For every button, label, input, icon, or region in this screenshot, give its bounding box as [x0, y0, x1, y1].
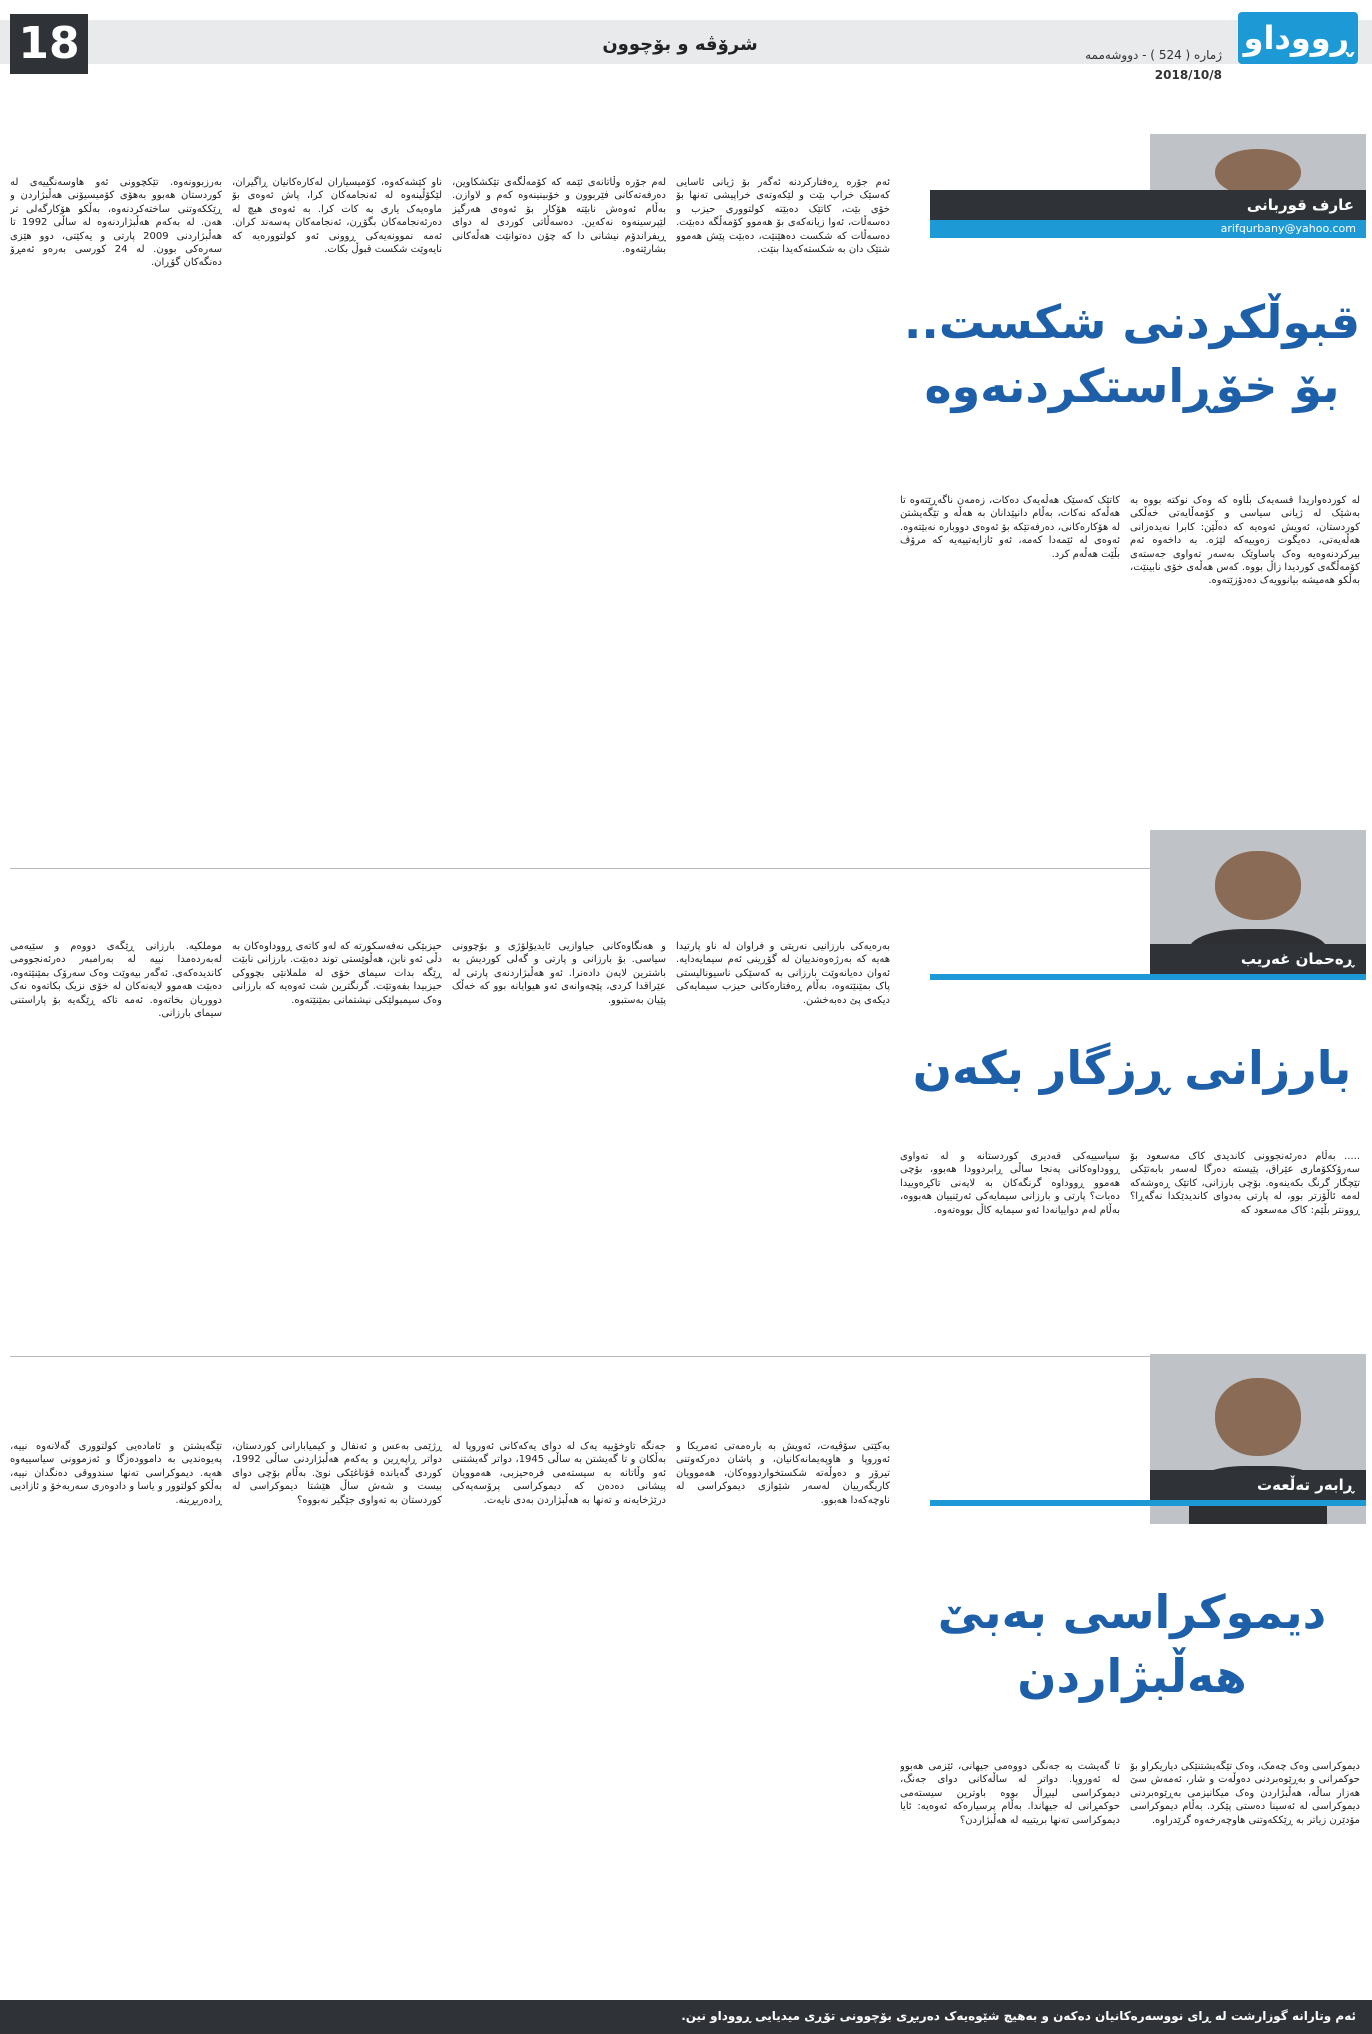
article-column: موملکیە. بارزانی ڕێگەی دووەم و سێیەمی لەبەردەمدا نییە لە بەرامبەر دەرئەنجوومی کاندیدەکەی. ئەگەر بیەوێت وەک سەرۆک بمێنێتەوە، دەبێت هەموو لایەنەکان لە خۆی نزیک بکاتەوە نەک دووریان بخاتەوە. ئەمە تاکە ڕێگەیە بۆ پاراستنی سیمای بارزانی. [10, 941, 222, 1020]
section-title: شرۆڤە و بۆچوون [602, 34, 758, 55]
article-column: و هەنگاوەکانی جیاوازیی ئایدیۆلۆژی و بۆچوونی سیاسی. بۆ بارزانی و پارتی و گەلی کوردیش بە باشترین لایەن دادەنرا. ئەو هەڵبژاردنەی پارتی لە عێراقدا کردی، پێچەوانەی ئەو هیوایانە بوو کە خەڵک پێیان بەستبوو. [452, 941, 666, 1006]
accent-rule [930, 1500, 1366, 1506]
article-column: لەم جۆرە وڵاتانەی ئێمە کە کۆمەڵگەی تێکشکاوین، دەرفەتەکانی فێربوون و خۆبینینەوە کەم و لاوازن. بەڵام ئەوەش نابێتە هۆکار بۆ ئەوەی هەرگیز لێپرسینەوە نەکەین. دەسەڵاتی کوردی لە دوای ڕیفراندۆم نیشانی دا کە چۆن دەتوانێت هەڵەکانی بشارێتەوە. [452, 177, 666, 256]
author-name: عارف قوربانی [930, 190, 1366, 220]
article-title: قبوڵکردنی شکست.. بۆ خۆڕاستکردنەوە [903, 295, 1361, 413]
author-email[interactable]: arifqurbany@yahoo.com [930, 220, 1366, 238]
photo-face [1215, 851, 1301, 920]
article-column: دیموکراسی وەک چەمک، وەک تێگەیشتنێکی دیاریکراو بۆ حوکمرانی و بەڕێوەبردنی دەوڵەت و شار، ئەمەش سێ هەزار ساڵە، هەڵبژاردن وەک میکانیزمی بەڕێوەبردنی دیموکراسی لە ئەسینا دەستی پێکرد. بەڵام دیموکراسی مۆدێرن زیاتر بە ڕێککەوتنی هاوچەرخەوە گرێدراوە. [1130, 1761, 1360, 1826]
rudaw-logo: ڕووداو [1238, 12, 1358, 64]
article-column: ڕژێمی بەعس و ئەنفال و کیمیابارانی کوردستان، دواتر ڕاپەڕین و یەکەم هەڵبژاردنی ساڵی 1992، کوردی گەیاندە قۆناغێکی نوێ. بەڵام بۆچی دوای بیست و شەش ساڵ هێشتا دیموکراسی لە کوردستان بە تەواوی جێگیر نەبووە؟ [232, 1441, 442, 1506]
article-column: ..... بەڵام دەرئەنجوونی کاندیدی کاک مەسعود بۆ سەرۆککۆماری عێراق، پێیستە دەرگا لەسەر بابەتێکی تێچگار گرنگ بکەینەوە. بۆچی بارزانی، کاتێک ڕەوشەکە لەمە ئاڵۆزتر بوو، لە پارتی بەدوای کاندیدێکدا نەگەڕا؟ ڕوونتر بڵێم: کاک مەسعود کە [1130, 1151, 1360, 1216]
author-name: ڕابەر تەڵعەت [1150, 1470, 1366, 1500]
article-column: لە کوردەواریدا قسەیەک بڵاوە کە وەک نوکتە بووە بە بەشێک لە ژیانی سیاسی و کۆمەڵایەتی خەڵکی کوردستان، ئەویش ئەوەیە کە دەڵێن: کابرا نەیدەزانی هەڵەیەتی، دەیگوت زەوییەکە لێژە. بە داخەوە ئەم بیرکردنەوەیە وەک پاساوێک بەسەر تەواوی جەستەی کۆمەڵگەی کوردیدا زاڵ بووە. کەس هەڵەی خۆی نابینێت، بەڵکو هەمیشە بیانوویەک دەدۆزێتەوە. [1130, 495, 1360, 587]
article-column: جەنگە تاوخۆییە یەک لە دوای یەکەکانی ئەوروپا لە بەڵکان و تا گەیشتن بە ساڵی 1945، دواتر گەیشتنی ئەو وڵاتانە بە سیستەمی فرەحیزبی، هەموویان پیشانی دەدەن کە دیموکراسی پرۆسەیەکی درێژخایەنە و تەنها بە هەڵبژاردن بەدی نایەت. [452, 1441, 666, 1506]
article-column: ئەم جۆرە ڕەفتارکردنە ئەگەر بۆ ژیانی ئاسایی کەسێک خراپ بێت و لێکەوتەی خراپیشی تەنها بۆ خۆی بێت، کاتێک دەبێتە کولتووری حیزب و دەسەڵات، ئەوا زیانەکەی بۆ هەموو کۆمەڵگە دەبێت. دەسەڵات کە شکست دەهێنێت، دەبێت پێش هەموو شتێک دان بە شکستەکەیدا بنێت. [676, 177, 890, 256]
article-column: کاتێک کەسێک هەڵەیەک دەکات، زەمەن ناگەڕێتەوە تا هەڵەکە نەکات، بەڵام دانپێدانان بە هەڵە و تێگەیشتن لە هۆکارەکانی، دەرفەتێکە بۆ ئەوەی دووبارە نەبێتەوە. ئەوەی لە ئێمەدا کەمە، ئەو ئازایەتییەیە کە مرۆڤ بڵێت هەڵەم کرد. [900, 495, 1120, 560]
photo-face [1215, 1378, 1301, 1456]
article-column: بەرزبوونەوە. تێکچوونی ئەو هاوسەنگییەی لە کوردستان هەبوو بەهۆی کۆمیسیۆنی هەڵبژاردن و ڕێککەوتنی ساختەکردنەوە، بەڵکو هۆکارگەلی تر هەن. لە بەکەم هەڵبژاردنەوە لە ساڵی 1992 تا هەڵبژاردنی 2009 پارتی و یەکێتی، دوو هێزی سەرەکی بوون. لە 24 کورسی بەرەو ئەمڕۆ دەنگەکان گۆڕان. [10, 177, 222, 269]
accent-rule [930, 974, 1366, 980]
page-header [0, 0, 1372, 92]
page-footer [0, 2000, 1372, 2034]
article-column: تێگەیشتن و ئامادەیی کولتووری گەلانەوە نییە، پەیوەندیی بە داموودەزگا و ئەزموونی سیاسییەوە هەیە. دیموکراسی تەنها سندووقی دەنگدان نییە، بەڵکو کولتوور و یاسا و دادوەری سەربەخۆ و ئازادیی ڕادەربڕینە. [10, 1441, 222, 1506]
issue-label: ژمارە ( 524 ) - دووشەممە [1085, 48, 1222, 62]
author-name: ڕەحمان غەریب [1150, 944, 1366, 974]
article-title: دیموکراسی بەبێ هەڵبژاردن [937, 1585, 1327, 1703]
article-column: ناو کێشەکەوە، کۆمیسیاران لەکارەکانیان ڕاگیران، لێکۆڵینەوە لە ئەنجامەکان کرا، پاش ئەوەی بۆ ماوەیەک یاری بە کات کرا. بە ئەوەی هیچ لە دەرئەنجامەکان بگۆڕن، ئەنجامەکان پەسەند کران. ئەمە نموونەیەکی ڕوونی ئەو کولتوورەیە کە نایەوێت شکست قبوڵ بکات. [232, 177, 442, 256]
page-number: 18 [10, 14, 88, 74]
article-column: بەرەیەکی بارزانیی نەریتی و فراوان لە ناو پارتیدا هەیە کە بەرژەوەندییان لە گۆڕینی ئەم سیمایەدایە. ئەوان دەیانەوێت بارزانی بە کەسێکی ناسیونالیستی پاک بمێنێتەوە، بەڵام ڕەفتارەکانی حیزب سیمایەکی دیکەی پێ دەبەخشن. [676, 941, 890, 1006]
article-column: حیزبێکی نەفەسکورتە کە لەو کاتەی ڕووداوەکان بە دڵی ئەو نابن، هەڵوێستی توند دەبێت. بارزانی نابێت ڕێگە بدات سیمای خۆی لە ململانێی بچووکی حیزبیدا بفەوتێت. گرنگترین شت ئەوەیە کە بارزانی وەک سیمبولێکی نیشتمانی بمێنێتەوە. [232, 941, 442, 1006]
article-column: سیاسییەکی قەدیری کوردستانە و لە تەواوی ڕووداوەکانی پەنجا ساڵی ڕابردوودا هەبوو، بۆچی هەموو ڕووداوە گرنگەکان بە لایەنی تاکڕەوییدا دەبات؟ پارتی و بارزانی سیمایەکی ئەرێنییان هەبووە، بەڵام لەم دواییانەدا ئەو سیمایە کاڵ بووەتەوە. [900, 1151, 1120, 1216]
disclaimer-text: ئەم وتارانە گوزارشت لە ڕای نووسەرەکانیان دەکەن و بەهیچ شێوەیەک دەربڕی بۆچوونی تۆڕی میدیایی ڕووداو نین. [681, 2009, 1356, 2023]
article-title: بارزانی ڕزگار بکەن [912, 1041, 1352, 1095]
article-column: بەکێتی سۆڤیەت، ئەویش بە بارەمەتی ئەمریکا و ئەوروپا و هاوپەیمانەکانیان، و پاشان دەرکەوتنی تیرۆر و دەوڵەتە شکستخواردووەکان، هەموویان کاریگەرییان لەسەر شێوازی دیموکراسی لە ناوچەکەدا هەبوو. [676, 1441, 890, 1506]
article-column: تا گەیشت بە جەنگی دووەمی جیهانی، ئێزمی هەبوو لە ئەوروپا. دواتر لە ساڵەکانی دوای جەنگ، دیموکراسی لیبڕاڵ بووە باوترین سیستەمی حوکمڕانی لە جیهاندا. بەڵام پرسیارەکە ئەوەیە: ئایا دیموکراسی تەنها بریتییە لە هەڵبژاردن؟ [900, 1761, 1120, 1826]
issue-date: 2018/10/8 [1154, 68, 1222, 82]
